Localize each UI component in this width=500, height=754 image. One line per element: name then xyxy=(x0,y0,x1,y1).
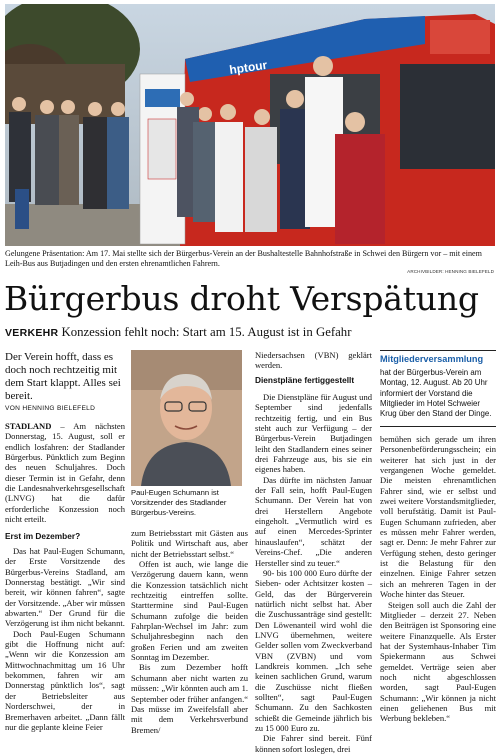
col2-paragraph-2: Offen ist auch, wie lange die Verzögerung dauern kann, wenn die Konzession tatsächlich nicht rechtzeitig eintreffen sollte. Starttermine sind Paul-Eugen Schumann zufolge die beiden Fahrplan-Wechsel im Jahr: zum Schuljahresbeginn nach den großen Ferien und am zweiten Sonntag im Dezember. xyxy=(131,559,248,663)
col3-paragraph-2: Die Dienstpläne für August und September sind jedenfalls rechtzeitig fertig, und ein Bus steht auch zur Verfügung – der Bürgerbus-Verein Butjadingen leiht den Stadlandern eines seiner drei Fahrzeuge aus, bis sie ein eigenes haben. xyxy=(255,392,372,475)
col1-paragraph-1: – Am nächsten Donnerstag, 15. August, soll er endlich losfahren: der Stadlander Bürgerbus. Pünktlich zum Beginn des neuen Schuljahres. Doch dieser Termin ist in Gefahr, denn die Landesnahverkehrsgesellschaft (LNVG) hat die dafür erforderliche Konzession noch nicht erteilt. xyxy=(5,421,125,525)
bus-logo-text: hptour xyxy=(228,57,269,77)
headline: Bürgerbus droht Verspätung xyxy=(4,279,479,318)
dateline: STADLAND xyxy=(5,421,52,431)
portrait-photo xyxy=(131,350,242,486)
col3-paragraph-3: Das dürfte im nächsten Januar der Fall sein, hofft Paul-Eugen Schumann. Der Verein hat von drei Herstellern Angebote eingeholt. „Vermutlich wird es auf einen Mercedes-Sprinter hinauslaufen“, schätzt der Vereins-Chef. „Die anderen Hersteller sind zu teuer.“ xyxy=(255,474,372,568)
photo-credit: ARCHIVBILDER: HENNING BIELEFELD xyxy=(407,269,494,274)
group-photo xyxy=(5,4,495,246)
infobox-bottom-rule xyxy=(380,426,496,427)
col2-paragraph-1: zum Betriebsstart mit Gästen aus Politik und Wirtschaft aus, aber nicht der Betriebsstart selbst.“ xyxy=(131,528,248,559)
col3-paragraph-5: Die Fahrer sind bereit. Fünf können sofort loslegen, drei xyxy=(255,733,372,754)
col2-paragraph-3: Bis zum Dezember hofft Schumann aber nicht warten zu müssen: „Wir könnten auch am 1. September oder früher anfangen.“ Das müsse im Zweifelsfall aber mit dem Verkehrsverbund Bremen/ xyxy=(131,662,248,735)
photo-caption: Gelungene Präsentation: Am 17. Mai stellte sich der Bürgerbus-Verein an der Bushaltestelle Bahnhofstraße in Schwei den Bürgern vor – mit einem Leih-Bus aus Butjadingen und den ersten ehrenamtlichen Fahrern. xyxy=(5,249,482,269)
subline xyxy=(5,324,497,341)
portrait-caption: Paul-Eugen Schumann ist Vorsitzender des Stadlander Bürgerbus-Vereins. xyxy=(131,488,227,517)
col3-paragraph-1: Niedersachsen (VBN) geklärt werden. xyxy=(255,350,372,371)
column-3-top xyxy=(255,350,372,371)
kicker: VERKEHR xyxy=(5,327,59,339)
subhead-dezember: Erst im Dezember? xyxy=(5,531,81,541)
col4-paragraph-2: Steigen soll auch die Zahl der Mitglieder – derzeit 27. Neben den Beiträgen ist Sponsoring eine weitere Finanzquelle. Als Erster hat der Systemhaus-Inhaber Tim Spiekermann aus Schwei gemeldet. Verträge seien aber noch nicht abgeschlossen worden, sagt Paul-Eugen Schumann: „Wir können ja nicht einen geliehenen Bus mit Werbung bekleben.“ xyxy=(380,599,496,724)
col1-paragraph-3: Doch Paul-Eugen Schumann gibt die Hoffnung nicht auf: „Wenn wir die Konzession am Mittwochnachmittag um 16 Uhr bekommen, fahren wir am Donnerstag pünktlich los“, sagt der Betriebsleiter aus Norderschwei, der in Bremerhaven arbeitet. „Dann fällt nur die geplante kleine Feier xyxy=(5,628,125,732)
col3-paragraph-4: 90- bis 100 000 Euro dürfte der Sieben- oder Achtsitzer kosten – Geld, das der Bürgerverein natürlich nicht selbst hat. Aber die Zuschussanträge sind gestellt: Den Löwenanteil wird wohl die LNVG übernehmen, weitere Gelder sollen vom Zweckverband VBN (ZVBN) und vom Landkreis kommen. „Ich sehe keinen sachlichen Grund, warum die Zuschüsse nicht fließen sollten“, sagt Paul-Eugen Schumann. Zu den Sachkosten schießt die Gemeinde jährlich bis zu 15 000 Euro zu. xyxy=(255,567,372,733)
byline: VON HENNING BIELEFELD xyxy=(5,405,96,412)
col4-paragraph-1: bemühen sich gerade um ihren Personenbeförderungsschein; ein weiterer hat sich just in der vergangenen Woche gemeldet. Die meisten ehrenamtlichen Fahrer sind, wie er selbst und zwei weitere Vorstandsmitglieder, voll berufstätig. Damit ist Paul-Eugen Schumann zufrieden, aber es müssen mehr Fahrer werden, sagt er. Denn: Je mehr Fahrer zur Verfügung stehen, desto geringer ist die Belastung für den einzelnen. Einige Fahrer setzen sich an mehreren Tagen in der Woche hinter das Steuer. xyxy=(380,434,496,600)
subhead-dienstplaene: Dienstpläne fertiggestellt xyxy=(255,375,355,385)
lead-text: Der Verein hofft, dass es doch noch rechtzeitig mit dem Start klappt. Alles sei bereit. xyxy=(5,351,121,403)
infobox-text: hat der Bürgerbus-Verein am Montag, 12. August. Ab 20 Uhr informiert der Vorstand die Mitglieder im Hotel Schweier Krug über den Stand der Dinge. xyxy=(380,368,492,419)
column-1-top xyxy=(5,421,125,524)
column-4 xyxy=(380,434,496,724)
infobox-top-rule xyxy=(380,350,496,351)
infobox-title: Mitgliederversammlung xyxy=(380,354,484,364)
column-1-bottom xyxy=(5,546,125,732)
column-2 xyxy=(131,528,248,735)
col1-paragraph-2: Das hat Paul-Eugen Schumann, der Erste Vorsitzende des Bürgerbus-Vereins Stadland, am Donnerstag bestätigt. „Wir sind bereit, wir können fahren“, sagte der Vorsitzende. „Aber wir müssen abwarten.“ Der Grund für die Verzögerung ist ihm nicht bekannt. xyxy=(5,546,125,629)
deck: Konzession fehlt noch: Start am 15. August ist in Gefahr xyxy=(61,325,352,339)
column-3 xyxy=(255,392,372,754)
